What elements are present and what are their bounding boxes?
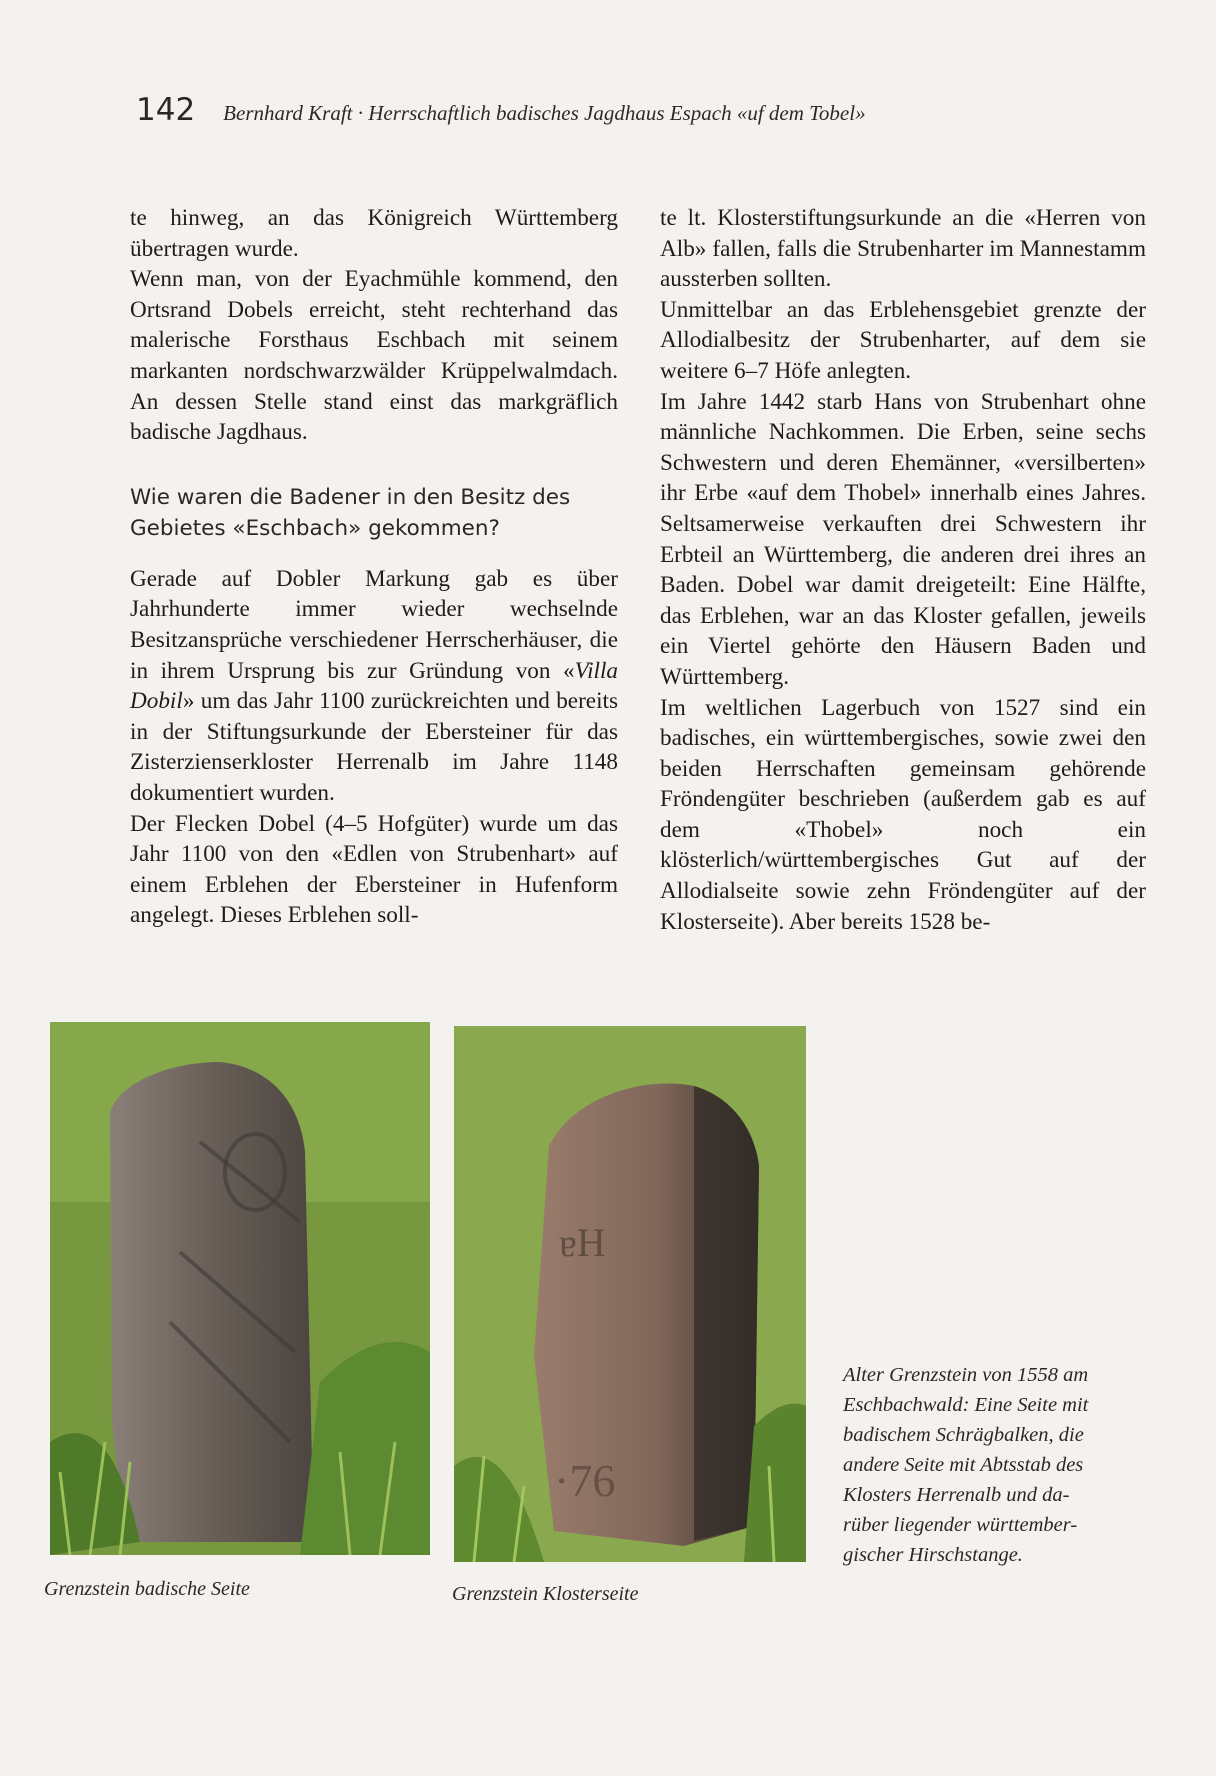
paragraph: te lt. Klosterstiftungsurkunde an die «Herren von Alb» fallen, falls die Strubenharter im Mannestamm aussterben sollten. bbox=[660, 205, 1146, 293]
figure-side-caption bbox=[843, 1360, 1141, 1570]
paragraph: Der Flecken Dobel (4–5 Hofgüter) wurde um das Jahr 1100 von den «Edlen von Strubenhart» auf einem Erblehen der Ebersteiner in Hufenform angelegt. Dieses Erblehen soll- bbox=[130, 810, 618, 929]
page-number: 142 bbox=[136, 92, 196, 128]
right-column bbox=[660, 203, 1146, 937]
caption-line: andere Seite mit Abtsstab des bbox=[843, 1454, 1084, 1476]
section-subheading: Wie waren die Badener in den Besitz des Gebietes «Eschbach» gekommen? bbox=[130, 484, 571, 541]
paragraph: Im weltlichen Lagerbuch von 1527 sind ein badisches, ein württembergisches, sowie zwei den beiden Herrschaften gemeinsam gehörende Fröndengüter beschrieben (außerdem gab es auf dem «Thobel» noch ein klösterlich/württembergisches Gut auf der Allodialseite sowie zehn Fröndengüter auf der Klosterseite). Aber bereits 1528 be- bbox=[660, 694, 1146, 935]
caption-line: Eschbachwald: Eine Seite mit bbox=[843, 1394, 1089, 1416]
caption-line: Klosters Herrenalb und da- bbox=[843, 1484, 1070, 1506]
svg-text:ɐH: ɐH bbox=[559, 1220, 606, 1265]
italic-term: Villa Dobil bbox=[130, 657, 618, 715]
running-header bbox=[136, 92, 1036, 128]
paragraph bbox=[130, 564, 618, 809]
paragraph: Unmittelbar an das Erblehensgebiet grenzte der Allodialbesitz der Strubenharter, auf dem sie weitere 6–7 Höfe anlegten. bbox=[660, 296, 1146, 384]
svg-text:·76: ·76 bbox=[554, 1455, 616, 1506]
photo-boundary-stone-monastery-side bbox=[454, 1026, 806, 1562]
caption-line: gischer Hirschstange. bbox=[843, 1544, 1023, 1566]
figure-caption-left: Grenzstein badische Seite bbox=[44, 1578, 250, 1600]
paragraph: Wenn man, von der Eyachmühle kommend, den Ortsrand Dobels erreicht, steht rechterhand das malerische Forsthaus Eschbach mit seinem markanten nordschwarzwälder Krüppelwalmdach. An dessen Stelle stand einst das markgräflich badische Jagdhaus. bbox=[130, 266, 618, 446]
text-run: » um das Jahr 1100 zurückreichten und bereits in der Stiftungsurkunde der Ebersteiner für das Zisterzienserkloster Herrenalb im Jahre 1148 dokumentiert wurden. bbox=[130, 688, 618, 806]
figure-caption-right: Grenzstein Klosterseite bbox=[452, 1583, 639, 1605]
left-column bbox=[130, 203, 618, 931]
show-through-text bbox=[1040, 118, 1047, 148]
photo-boundary-stone-baden-side bbox=[50, 1022, 430, 1555]
text-run: Gerade auf Dobler Markung gab es über Jahrhunderte immer wieder wechselnde Besitzansprüche verschiedener Herrscherhäuser, die in ihrem Ursprung bis zur Gründung von « bbox=[130, 565, 618, 684]
paragraph: Im Jahre 1442 starb Hans von Strubenhart ohne männliche Nachkommen. Die Erben, seine sechs Schwestern und deren Ehemänner, «versilberten» ihr Erbe «auf dem Thobel» innerhalb eines Jahres. Seltsamerweise verkauften drei Schwestern ihr Erbteil an Württemberg, die anderen drei ihres an Baden. Dobel war damit dreigeteilt: Eine Hälfte, das Erblehen, war an das Kloster gefallen, jeweils ein Viertel gehörte den Häusern Baden und Württemberg. bbox=[660, 388, 1146, 690]
caption-line: rüber liegender württember- bbox=[843, 1514, 1078, 1536]
paragraph: te hinweg, an das Königreich Württemberg übertragen wurde. bbox=[130, 205, 618, 262]
running-title: Bernhard Kraft · Herrschaftlich badisches Jagdhaus Espach «uf dem Tobel» bbox=[223, 101, 866, 125]
caption-line: Alter Grenzstein von 1558 am bbox=[843, 1364, 1089, 1386]
caption-line: badischem Schrägbalken, die bbox=[843, 1424, 1084, 1446]
